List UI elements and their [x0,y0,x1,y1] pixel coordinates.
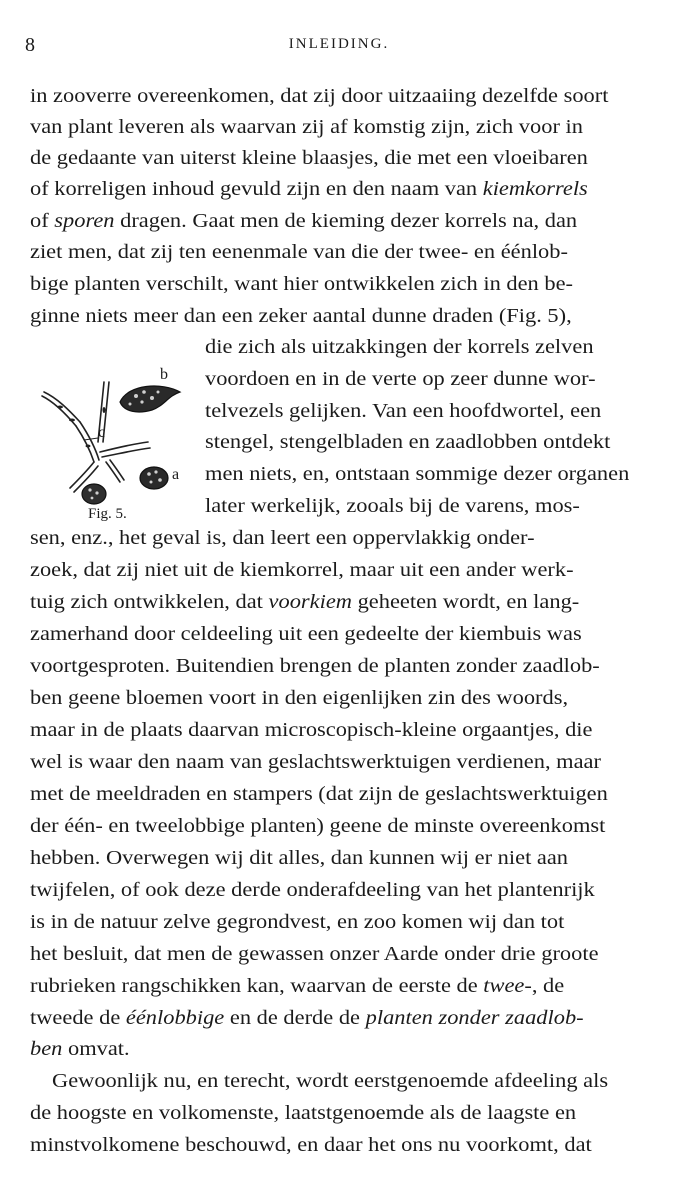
text-run: , de [531,976,565,997]
figure-label-c: c [98,424,106,441]
text-run: ginne niets meer dan een zeker aantal dunne draden (Fig. 5), [30,306,572,327]
text-line [30,750,601,776]
italic-term: planten zonder zaadlob- [365,1008,584,1029]
text-run: twijfelen, of ook deze derde onderafdeeling van het plantenrijk [30,880,595,901]
text-line [205,335,594,361]
text-run: de gedaante van uiterst kleine blaasjes, die met een vloeibaren [30,148,588,169]
text-run: omvat. [62,1039,130,1060]
text-run: die zich als uitzakkingen der korrels zelven [205,337,594,358]
spore-b [120,386,180,412]
text-line [205,494,580,520]
text-line [30,1101,576,1127]
text-line [30,654,600,680]
text-run: van plant leveren als waarvan zij af komstig zijn, zich voor in [30,117,583,138]
text-line [205,462,629,488]
text-line [30,1037,130,1063]
italic-term: ben [30,1039,63,1060]
text-run: later werkelijk, zooals bij de varens, mos- [205,496,580,517]
italic-term: twee- [483,976,532,997]
text-line [30,209,577,235]
text-run: zamerhand door celdeeling uit een gedeelte der kiembuis was [30,624,582,645]
text-line [30,84,608,110]
text-line [30,240,568,266]
text-run: of korreligen inhoud gevuld zijn en den naam van [30,179,483,200]
text-line [30,942,599,968]
text-run: bige planten verschilt, want hier ontwikkelen zich in den be- [30,274,574,295]
text-run: wel is waar den naam van geslachtswerktuigen verdienen, maar [30,752,601,773]
text-run: zoek, dat zij niet uit de kiemkorrel, maar uit een ander werk- [30,560,574,581]
text-line [30,878,595,904]
text-run: der één- en tweelobbige planten) geene de minste overeenkomst [30,816,606,837]
figure-5 [24,362,204,530]
text-line [30,115,583,141]
spore-a [140,467,168,489]
text-line [30,272,573,298]
italic-term: voorkiem [268,592,352,613]
text-run: of [30,211,55,232]
text-line [30,718,592,744]
text-line [30,814,605,840]
text-run: met de meeldraden en stampers (dat zijn de geslachtswerktuigen [30,784,608,805]
text-run: sen, enz., het geval is, dan leert een oppervlakkig onder- [30,528,535,549]
text-line [30,304,572,330]
text-run: het besluit, dat men de gewassen onzer Aarde onder drie groote [30,944,599,965]
italic-term: éénlobbige [125,1008,225,1029]
page-number: 8 [25,34,35,56]
text-line [30,782,608,808]
text-line [30,846,568,872]
text-line [30,590,579,616]
text-line [52,1069,608,1095]
text-line [30,910,564,936]
text-run: voordoen en in de verte op zeer dunne wor- [205,369,596,390]
text-line [30,974,564,1000]
text-run: Gewoonlijk nu, en terecht, wordt eerstgenoemde afdeeling als [52,1071,609,1092]
text-line [30,146,588,172]
text-run: stengel, stengelbladen en zaadlobben ontdekt [205,432,611,453]
text-line [30,1006,584,1032]
text-run: telvezels gelijken. Van een hoofdwortel, een [205,401,602,422]
text-line [30,622,582,648]
text-run: tweede de [30,1008,126,1029]
text-run: tuig zich ontwikkelen, dat [30,592,269,613]
text-line [30,1133,592,1159]
spore-germination-illustration [24,362,204,512]
text-run: men niets, en, ontstaan sommige dezer organen [205,464,630,485]
text-run: de hoogste en volkomenste, laatstgenoemde als de laagste en [30,1103,577,1124]
text-run: ziet men, dat zij ten eenenmale van die der twee- en éénlob- [30,242,568,263]
text-line [30,686,568,712]
text-run: voortgesproten. Buitendien brengen de planten zonder zaadlob- [30,656,600,677]
text-run: rubrieken rangschikken kan, waarvan de eerste de [30,976,484,997]
figure-label-b: b [160,366,168,383]
text-run: in zooverre overeenkomen, dat zij door uitzaaiing dezelfde soort [30,86,609,107]
text-run: hebben. Overwegen wij dit alles, dan kunnen wij er niet aan [30,848,569,869]
text-run: maar in de plaats daarvan microscopisch-kleine orgaantjes, die [30,720,593,741]
text-run: minstvolkomene beschouwd, en daar het ons nu voorkomt, dat [30,1135,592,1156]
text-line [205,367,596,393]
italic-term: kiemkorrels [482,179,588,200]
text-run: geheeten wordt, en lang- [351,592,580,613]
italic-term: sporen [54,211,115,232]
text-line [30,177,588,203]
text-run: is in de natuur zelve gegrondvest, en zoo komen wij dan tot [30,912,565,933]
figure-caption: Fig. 5. [88,506,127,522]
text-line [205,430,610,456]
text-line [30,558,574,584]
text-line [205,399,601,425]
text-run: en de derde de [224,1008,366,1029]
text-run: dragen. Gaat men de kieming dezer korrels na, dan [114,211,578,232]
page-header [0,0,678,60]
figure-label-a: a [172,466,180,483]
text-run: ben geene bloemen voort in den eigenlijken zin des woords, [30,688,569,709]
running-head: INLEIDING. [288,36,390,52]
germinating-spore [82,484,106,504]
